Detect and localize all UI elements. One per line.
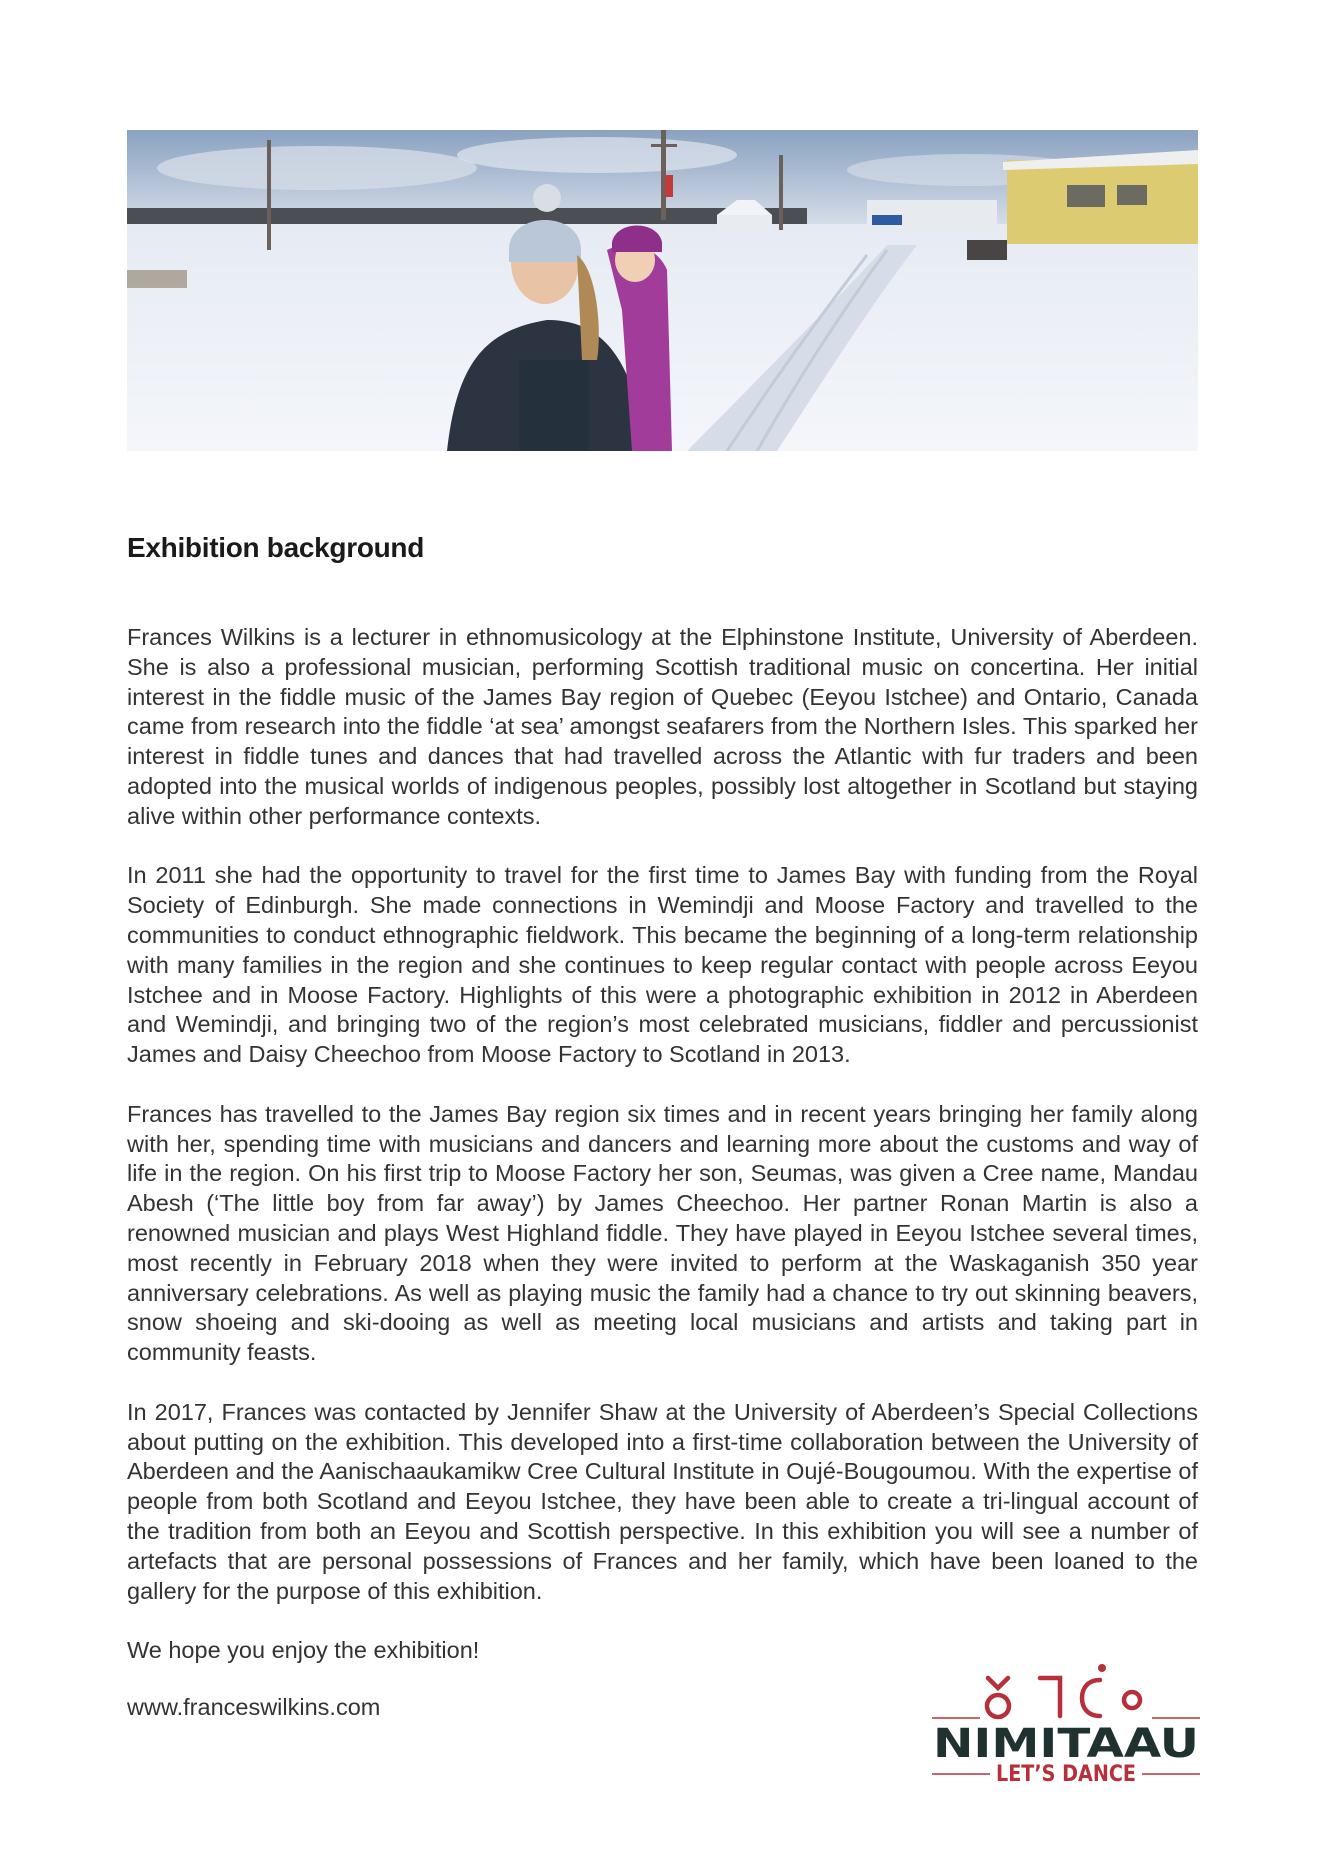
nimitaau-logo [932,1656,1200,1786]
cree-syllabics-logo-mark [987,1664,1140,1717]
section-heading: Exhibition background [127,532,425,563]
paragraph-intro: Frances Wilkins is a lecturer in ethnomusicology at the Elphinstone Institute, University of Aberdeen. She is also a professional musician, performing Scottish traditional music on concertina. Her initial interest in the fiddle music of the James Bay region of Quebec (Eeyou Istchee) and Ontario, Canada came from research into the fiddle ‘at sea’ amongst seafarers from the Northern Isles. This sparked her interest in fiddle tunes and dances that had travelled across the Atlantic with fur traders and been adopted into the musical worlds of indigenous peoples, possibly lost altogether in Scotland but staying alive within other performance contexts. [127,624,1198,829]
website-link[interactable]: www.franceswilkins.com [127,1694,381,1720]
hero-photo [127,130,1198,451]
paragraph-family: Frances has travelled to the James Bay region six times and in recent years bringing her family along with her, spending time with musicians and dancers and learning more about the customs and way of life in the region. On his first trip to Moose Factory her son, Seumas, was given a Cree name, Mandau Abesh (‘The little boy from far away’) by James Cheechoo. Her partner Ronan Martin is also a renowned musician and plays West Highland fiddle. They have played in Eeyou Istchee several times, most recently in February 2018 when they were invited to perform at the Waskaganish 350 year anniversary celebrations. As well as playing music the family had a chance to try out skinning beavers, snow shoeing and ski-dooing as well as meeting local musicians and artists and taking part in community feasts. [127,1100,1198,1366]
body-text [127,623,1198,1696]
paragraph-fieldwork: In 2011 she had the opportunity to travel for the first time to James Bay with funding from the Royal Society of Edinburgh. She made connections in Wemindji and Moose Factory and travelled to the communities to conduct ethnographic fieldwork. This became the beginning of a long-term relationship with many families in the region and she continues to keep regular contact with people across Eeyou Istchee and in Moose Factory. Highlights of this were a photographic exhibition in 2012 in Aberdeen and Wemindji, and bringing two of the region’s most celebrated musicians, fiddler and percussionist James and Daisy Cheechoo from Moose Factory to Scotland in 2013. [127,862,1198,1068]
paragraph-closing: We hope you enjoy the exhibition! [127,1637,480,1664]
paragraph-collaboration: In 2017, Frances was contacted by Jennifer Shaw at the University of Aberdeen’s Special Collections about putting on the exhibition. This developed into a first-time collaboration between the University of Aberdeen and the Aanischaaukamikw Cree Cultural Institute in Oujé-Bougoumou. With the expertise of people from both Scotland and Eeyou Istchee, they have been able to create a tri-lingual account of the tradition from both an Eeyou and Scottish perspective. In this exhibition you will see a number of artefacts that are personal possessions of Frances and her family, which have been loaned to the gallery for the purpose of this exhibition. [127,1398,1198,1604]
logo-subtitle: LET’S DANCE [996,1762,1136,1786]
logo-title: NIMITAAU [933,1721,1199,1767]
